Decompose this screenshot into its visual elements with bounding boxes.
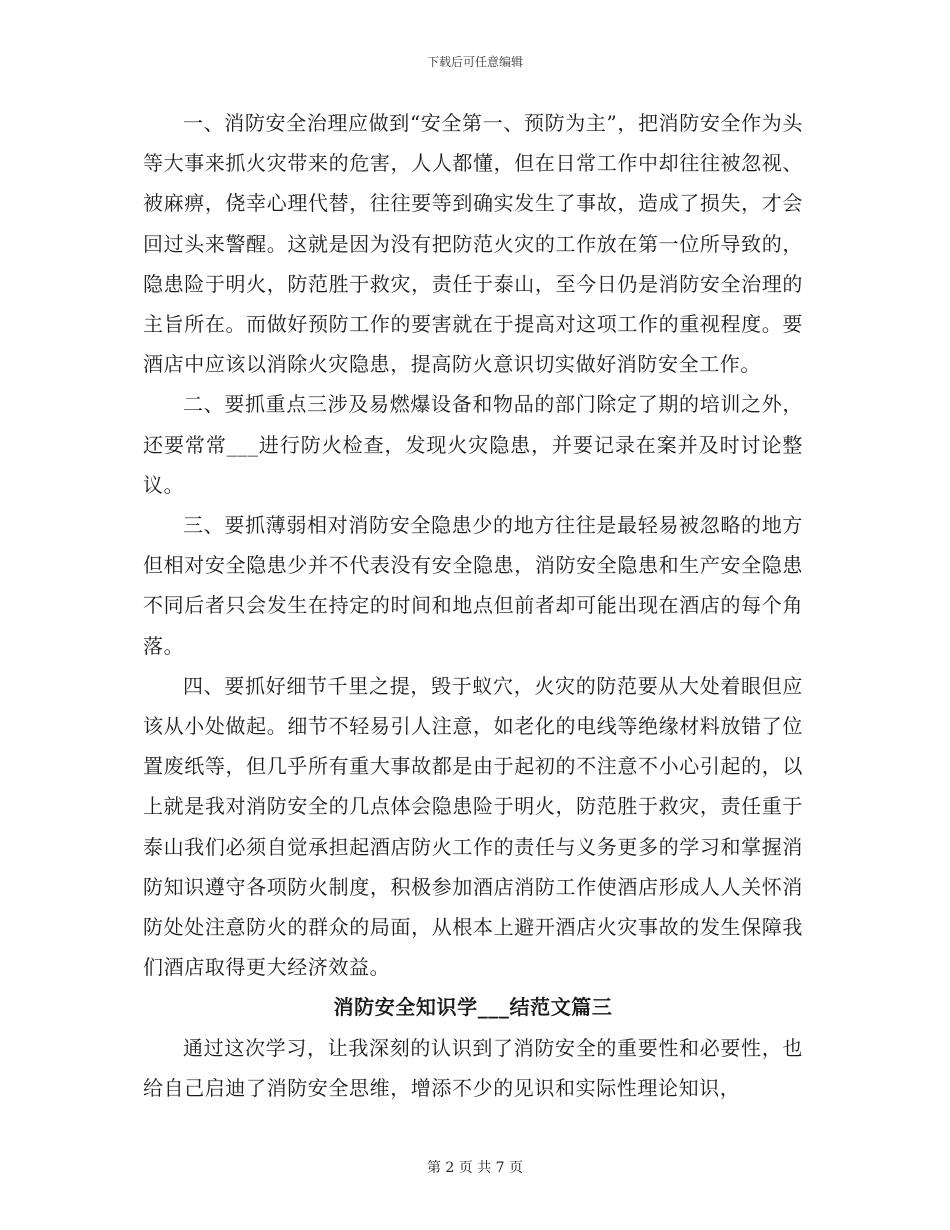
section-title: 消防安全知识学___结范文篇三 [333,995,613,1020]
document-body [143,103,803,1108]
paragraph-5: 通过这次学习，让我深刻的认识到了消防安全的重要性和必要性，也给自己启迪了消防安全思维，增添不少的见识和实际性理论知识， [143,1035,803,1100]
paragraph-2: 二、要抓重点三涉及易燃爆设备和物品的部门除定了期的培训之外，还要常常___进行防火检查，发现火灾隐患，并要记录在案并及时讨论整议。 [143,392,803,497]
page-footer: 第 2 页 共 7 页 [426,1160,524,1176]
paragraph-4: 四、要抓好细节千里之提，毁于蚁穴，火灾的防范要从大处着眼但应该从小处做起。细节不轻易引人注意，如老化的电线等绝缘材料放错了位置废纸等，但几乎所有重大事故都是由于起初的不注意不小心引起的，以上就是我对消防安全的几点体会隐患险于明火，防范胜于救灾，责任重于泰山我们必须自觉承担起酒店防火工作的责任与义务更多的学习和掌握消防知识遵守各项防火制度，积极参加酒店消防工作使酒店形成人人关怀消防处处注意防火的群众的局面，从根本上避开酒店火灾事故的发生保障我们酒店取得更大经济效益。 [143,673,803,980]
paragraph-3: 三、要抓薄弱相对消防安全隐患少的地方往往是最轻易被忽略的地方但相对安全隐患少并不代表没有安全隐患，消防安全隐患和生产安全隐患不同后者只会发生在持定的时间和地点但前者却可能出现在酒店的每个角落。 [143,513,803,658]
paragraph-1: 一、消防安全治理应做到“安全第一、预防为主”，把消防安全作为头等大事来抓火灾带来的危害，人人都懂，但在日常工作中却往往被忽视、被麻痹，侥幸心理代替，往往要等到确实发生了事故，造成了损失，才会回过头来警醒。这就是因为没有把防范火灾的工作放在第一位所导致的，隐患险于明火，防范胜于救灾，责任于泰山，至今日仍是消防安全治理的主旨所在。而做好预防工作的要害就在于提高对这项工作的重视程度。要酒店中应该以消除火灾隐患，提高防火意识切实做好消防安全工作。 [143,111,803,377]
page-header: 下载后可任意编辑 [426,55,523,69]
